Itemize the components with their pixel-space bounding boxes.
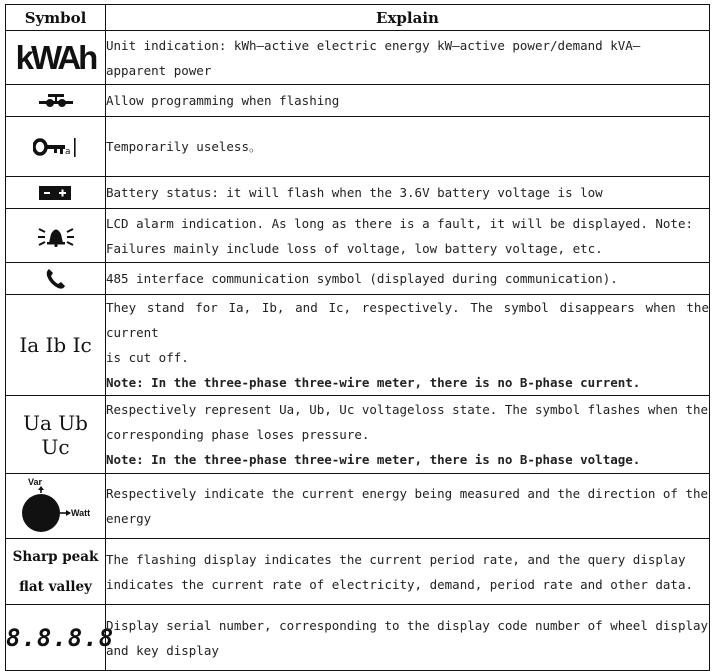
explain-line: apparent power — [106, 62, 212, 78]
explain-cell — [106, 396, 710, 474]
symbol-cell — [6, 31, 106, 85]
quadrant-icon — [14, 477, 98, 518]
note-line: Note: In the three-phase three-wire meter, there is no B-phase voltage. — [106, 452, 641, 467]
explain-line: They stand for Ia, Ib, and Ic, respectively. The symbol disappears when the current — [106, 300, 709, 340]
svg-text:a: a — [64, 146, 71, 157]
explain-line: and key display — [106, 642, 219, 658]
key-icon — [33, 137, 79, 157]
digit-display-symbol: 8.8.8.8 — [6, 623, 115, 652]
table-row — [6, 539, 710, 605]
kwh-unit-symbol: kWAh — [15, 38, 96, 76]
explain-line: The flashing display indicates the current period rate, and the query display — [106, 551, 686, 567]
table-row — [6, 263, 710, 295]
table-row — [6, 295, 710, 396]
symbol-cell — [6, 177, 106, 209]
rate-symbol-line: Sharp peak — [12, 548, 99, 565]
symbol-cell — [6, 85, 106, 117]
explain-line: Respectively indicate the current energy being measured and the direction of the — [106, 486, 709, 501]
explain-cell — [106, 31, 710, 85]
table-row — [6, 605, 710, 671]
header-row — [6, 5, 710, 31]
var-label: Var — [27, 477, 42, 487]
rate-symbol-line: flat valley — [19, 578, 92, 595]
alarm-bell-icon — [38, 226, 74, 243]
table-row — [6, 396, 710, 474]
symbol-cell — [6, 295, 106, 396]
explain-line: 485 interface communication symbol (displayed during communication). — [106, 271, 618, 286]
symbol-cell — [6, 474, 106, 539]
symbol-cell — [6, 605, 115, 671]
table-row — [6, 474, 710, 539]
table-row — [6, 31, 710, 85]
current-phase-symbol: Ia Ib Ic — [19, 333, 92, 357]
explain-cell — [106, 85, 710, 117]
voltage-phase-symbol: Ua Ub Uc — [23, 410, 88, 459]
table-row — [6, 117, 710, 177]
phone-icon — [44, 269, 68, 286]
explain-line: indicates the current rate of electricity, demand, period rate and other data. — [106, 576, 693, 592]
symbol-cell — [6, 396, 106, 474]
symbol-cell — [6, 117, 106, 177]
table-row — [6, 209, 710, 263]
explain-line: is cut off. — [106, 350, 189, 365]
table-row — [6, 177, 710, 209]
explain-header: Explain — [106, 5, 710, 31]
explain-cell — [106, 177, 710, 209]
explain-line: Failures mainly include loss of voltage, low battery voltage, etc. — [106, 240, 603, 256]
watt-label: Watt — [70, 508, 90, 518]
explain-cell — [106, 605, 710, 671]
table-row — [6, 85, 710, 117]
explain-line: Allow programming when flashing — [106, 93, 340, 108]
symbol-cell — [6, 209, 106, 263]
explain-line: corresponding phase loses pressure. — [106, 427, 370, 442]
explain-line: Display serial number, corresponding to the display code number of wheel display — [106, 617, 709, 633]
explain-line: Battery status: it will flash when the 3.6V battery voltage is low — [106, 185, 603, 200]
explain-line: energy — [106, 511, 152, 526]
explain-cell — [106, 474, 710, 539]
explain-cell — [106, 539, 710, 605]
battery-icon — [39, 184, 73, 201]
symbol-cell — [6, 263, 106, 295]
explain-cell — [106, 117, 710, 177]
explain-line: Temporarily useless。 — [106, 139, 262, 154]
explain-cell — [106, 263, 710, 295]
symbol-table — [5, 4, 710, 671]
explain-line: Respectively represent Ua, Ub, Uc voltageloss state. The symbol flashes when the — [106, 402, 709, 417]
explain-cell — [106, 295, 710, 396]
explain-line: Unit indication: kWh—active electric energy kW—active power/demand kVA— — [106, 37, 641, 53]
symbol-cell — [6, 539, 106, 605]
program-switch-icon — [39, 92, 73, 109]
note-line: Note: In the three-phase three-wire meter, there is no B-phase current. — [106, 375, 641, 390]
explain-cell — [106, 209, 710, 263]
explain-line: LCD alarm indication. As long as there is a fault, it will be displayed. Note: — [106, 215, 693, 231]
symbol-header: Symbol — [6, 5, 106, 31]
